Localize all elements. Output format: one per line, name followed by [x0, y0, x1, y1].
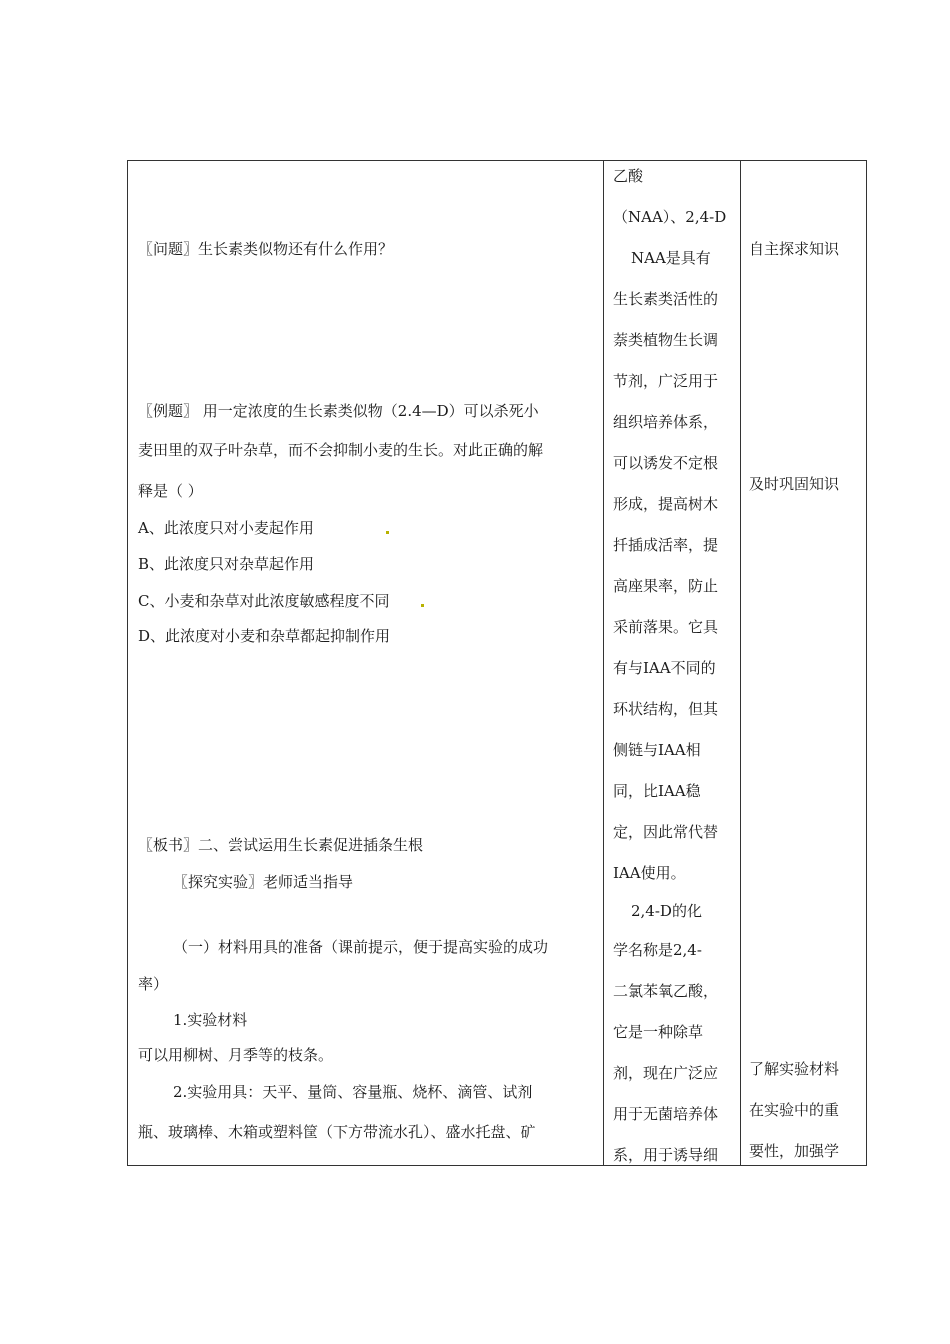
note-line: 同，比IAA稳	[613, 782, 701, 800]
purpose-2: 及时巩固知识	[749, 475, 840, 493]
note-line: NAA是具有	[631, 249, 711, 267]
note-line: 组织培养体系，	[613, 413, 719, 431]
note-line: 剂，现在广泛应	[613, 1064, 719, 1082]
note-line: 采前落果。它具	[613, 618, 719, 636]
note-line: 定，因此常代替	[613, 823, 719, 841]
option-b: B、此浓度只对杂草起作用	[138, 555, 315, 573]
purpose-3-line-1: 了解实验材料	[749, 1060, 840, 1078]
note-line: （NAA）、2,4-D	[613, 208, 727, 226]
note-line: 有与IAA不同的	[613, 659, 716, 677]
scan-dot	[421, 604, 424, 607]
note-line: 节剂，广泛用于	[613, 372, 719, 390]
note-line: 用于无菌培养体	[613, 1105, 719, 1123]
note-line: 形成，提高树木	[613, 495, 719, 513]
material-title: 1.实验材料	[173, 1011, 248, 1029]
option-d: D、此浓度对小麦和杂草都起抑制作用	[138, 627, 391, 645]
example-line-1: 〖例题〗 用一定浓度的生长素类似物（2.4—D）可以杀死小	[138, 402, 539, 420]
question-text: 〖问题〗生长素类似物还有什么作用？	[138, 240, 394, 258]
board-heading: 〖板书〗二、尝试运用生长素促进插条生根	[138, 836, 424, 854]
design-intent-column	[741, 161, 867, 1165]
note-line: 高座果率，防止	[613, 577, 719, 595]
scan-dot	[386, 531, 389, 534]
explore-heading: 〖探究实验〗老师适当指导	[173, 873, 354, 891]
option-a: A、此浓度只对小麦起作用	[138, 519, 314, 537]
tools-line-2: 瓶、玻璃棒、木箱或塑料筐（下方带流水孔）、盛水托盘、矿	[138, 1123, 536, 1141]
example-line-3: 释是（ ）	[138, 482, 203, 500]
prep-line-1: （一）材料用具的准备（课前提示，便于提高实验的成功	[173, 938, 549, 956]
note-line: 系，用于诱导细	[613, 1146, 719, 1164]
note-line: IAA使用。	[613, 864, 686, 882]
note-line: 二氯苯氧乙酸，	[613, 982, 719, 1000]
lesson-table	[127, 160, 867, 1166]
prep-line-2: 率）	[138, 975, 169, 993]
note-line: 萘类植物生长调	[613, 331, 719, 349]
note-line: 2,4-D的化	[631, 902, 702, 920]
note-line: 生长素类活性的	[613, 290, 719, 308]
teaching-content-column	[128, 161, 603, 1165]
tools-line-1: 2.实验用具：天平、量筒、容量瓶、烧杯、滴管、试剂	[173, 1083, 533, 1101]
purpose-3-line-3: 要性，加强学	[749, 1142, 840, 1160]
notes-column	[604, 161, 740, 1165]
example-line-2: 麦田里的双子叶杂草，而不会抑制小麦的生长。对此正确的解	[138, 441, 544, 459]
option-c: C、小麦和杂草对此浓度敏感程度不同	[138, 592, 390, 610]
note-line: 它是一种除草	[613, 1023, 704, 1041]
note-line: 环状结构，但其	[613, 700, 719, 718]
note-line: 可以诱发不定根	[613, 454, 719, 472]
purpose-3-line-2: 在实验中的重	[749, 1101, 840, 1119]
material-text: 可以用柳树、月季等的枝条。	[138, 1046, 334, 1064]
note-line: 扦插成活率，提	[613, 536, 719, 554]
note-line: 侧链与IAA相	[613, 741, 701, 759]
note-line: 学名称是2,4-	[613, 941, 702, 959]
note-line: 乙酸	[613, 167, 644, 185]
purpose-1: 自主探求知识	[749, 240, 840, 258]
